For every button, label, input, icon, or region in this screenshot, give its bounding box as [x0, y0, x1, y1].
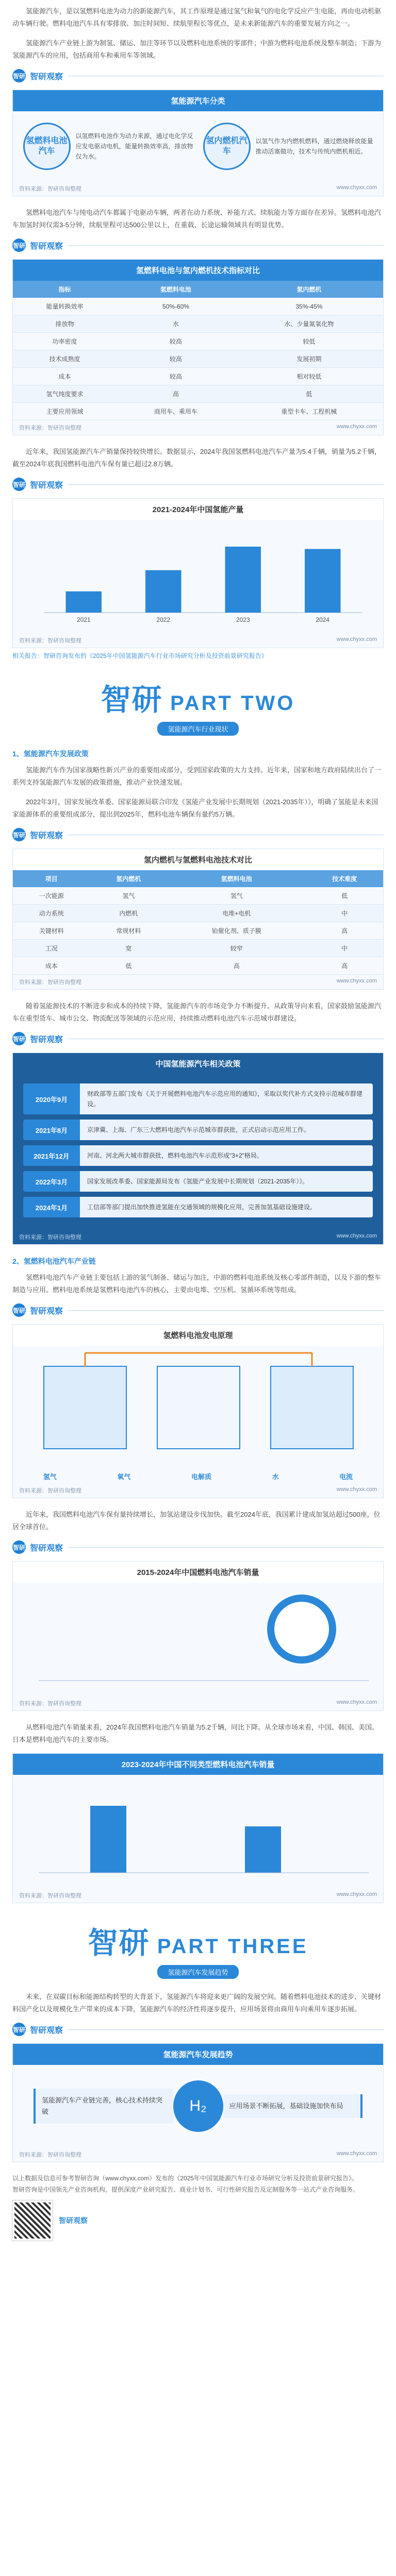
table-row: [13, 315, 383, 333]
table-header: 氢燃料电池: [167, 870, 306, 887]
table-row: [13, 905, 383, 922]
body-section: [12, 1991, 384, 2015]
paragraph: 氢能源汽车作为国家战略性新兴产业的重要组成部分，受到国家政策的大力支持。近年来，国家和地方政府陆续出台了一系列支持氢能源汽车发展的政策措施，推动产业快速发展。: [12, 766, 382, 786]
cathode-block: [271, 1366, 353, 1449]
bar-chart: [13, 520, 383, 633]
paragraph: 2022年3月，国家发展改革委、国家能源局联合印发《氢能产业发展中长期规划（2021-2035年）》，明确了氢能是未来国家能源体系的重要组成部分，提出到2025年，燃料电池车辆保有量约5万辆。: [12, 798, 378, 818]
section-heading: 1、氢能源汽车发展政策: [12, 750, 89, 758]
body-section: [12, 1000, 384, 1025]
timeline-text: 财政部等五部门发布《关于开展燃料电池汽车示范应用的通知》，采取以奖代补方式支持示范城市群建设。: [80, 1083, 373, 1114]
table-row: [13, 403, 383, 420]
section-banner: [12, 1919, 384, 1980]
brand-header: [12, 69, 384, 82]
paragraph: 近年来，我国燃料电池汽车保有量持续增长，加氢站建设步伐加快。截至2024年底，我国累计建成加氢站超过500座，位居全球首位。: [12, 1511, 381, 1531]
figure-classification: [12, 90, 384, 196]
body-section: [12, 446, 384, 470]
figure-footer: [13, 420, 383, 435]
timeline-item: [23, 1171, 373, 1192]
table-cell: 常规材料: [90, 922, 168, 940]
figure-source: 资料来源：智研咨询整理: [19, 1893, 81, 1899]
brand-name: 智研观察: [30, 481, 63, 490]
figure-title: 2015-2024年中国燃料电池汽车销量: [13, 1562, 383, 1583]
figure-trend: [12, 2043, 384, 2162]
table-cell: 商用车、乘用车: [117, 403, 235, 420]
figure-tech-table: [12, 849, 384, 990]
table-cell: 氢气: [90, 887, 168, 905]
anode-block: [44, 1366, 126, 1449]
table-cell: 氢气纯度要求: [13, 385, 117, 403]
figure-comparison-table: [12, 259, 384, 435]
body-section: [12, 1255, 384, 1296]
figure-site: www.chyxx.com: [336, 2150, 377, 2157]
table-cell: 成本: [13, 957, 90, 975]
figure-footer: [13, 1696, 383, 1710]
figure-title: 氢内燃机与氢燃料电池技术对比: [13, 849, 383, 870]
timeline-text: 国家发展改革委、国家能源局发布《氢能产业发展中长期规划（2021-2035年）》。: [80, 1171, 373, 1192]
bar: [245, 1826, 281, 1873]
chart-caption: 相关报告：智研咨询发布的《2025年中国氢能源汽车行业市场研究分析及投资前景研究报告》: [12, 652, 268, 659]
banner-subtitle: 氢能源汽车行业现状: [157, 722, 238, 736]
table-cell: 较高: [117, 333, 235, 350]
table-cell: 低: [90, 957, 168, 975]
diagram-label: 氢气: [43, 1473, 57, 1481]
table-cell: 高: [306, 957, 383, 975]
table-cell: 相对较低: [235, 368, 383, 385]
figure-policy-timeline: [12, 1053, 384, 1245]
bar: [65, 591, 102, 613]
table-cell: 动力系统: [13, 905, 90, 922]
table-row: [13, 350, 383, 368]
brand-logo: 智研: [12, 69, 26, 82]
table-cell: 发展初期: [235, 350, 383, 368]
trend-item: 氢能源汽车产业链完善，核心技术持续突破: [34, 2089, 173, 2124]
table-cell: 内燃机: [90, 905, 168, 922]
brand-logo: 智研: [12, 1303, 26, 1317]
brand-header: [12, 1303, 384, 1317]
banner-logo-text: 智研: [101, 682, 163, 717]
figure-title: 氢能源汽车发展趋势: [13, 2044, 383, 2065]
bar: [145, 570, 182, 613]
timeline-text: 工信部等部门提出加快推进氢能在交通领域的规模化应用，完善加氢基础设施建设。: [80, 1197, 373, 1217]
brand-header: [12, 828, 384, 841]
figure-footer: [13, 633, 383, 648]
footer-brand-label: 智研观察: [59, 2216, 88, 2225]
bar: [90, 1806, 126, 1873]
figure-title: 2023-2024年中国不同类型燃料电池汽车销量: [13, 1754, 383, 1775]
brand-header: [12, 1032, 384, 1045]
table-cell: 关键材料: [13, 922, 90, 940]
footer-brand: [12, 2200, 384, 2241]
footer-source: [12, 2173, 384, 2195]
sales-chart-placeholder: [13, 1583, 383, 1696]
category-circle: 氢内燃机汽车: [203, 123, 251, 170]
timeline-year: 2024年1月: [23, 1197, 80, 1217]
figure-site: www.chyxx.com: [336, 636, 377, 642]
table-row: [13, 298, 383, 315]
table-header: 指标: [13, 281, 117, 298]
table-cell: 功率密度: [13, 333, 117, 350]
table-row: [13, 957, 383, 975]
timeline-text: 京津冀、上海、广东三大燃料电池汽车示范城市群获批，正式启动示范应用工作。: [80, 1120, 373, 1140]
figure-footer: [13, 975, 383, 989]
divider: [68, 1310, 384, 1311]
paragraph: 氢燃料电池汽车与纯电动汽车都属于电驱动车辆，两者在动力系统、补能方式、续航能力等方面存在差异。氢燃料电池汽车加氢时间仅需3-5分钟，续航里程可达500公里以上，在重载、长途运输领域具有明显优势。: [12, 209, 382, 229]
table-cell: 工况: [13, 940, 90, 957]
table-cell: 50%-60%: [117, 298, 235, 315]
bar: [305, 549, 341, 613]
qr-code-icon[interactable]: [12, 2200, 53, 2241]
table-header: 氢内燃机: [235, 281, 383, 298]
body-section: [12, 748, 384, 821]
figure-site: www.chyxx.com: [336, 1699, 377, 1705]
brand-name: 智研观察: [30, 1544, 63, 1553]
paragraph: 未来，在双碳目标和能源结构转型的大背景下，氢能源汽车将迎来更广阔的发展空间。随着燃料电池技术的进步、关键材料国产化以及规模化生产带来的成本下降，氢能源汽车的经济性将逐步提升，应用场景将由商用车向乘用车逐步拓展。: [12, 1993, 382, 2013]
body-section: [12, 1721, 384, 1746]
figure-source: 资料来源：智研咨询整理: [19, 186, 81, 192]
table-cell: 电堆+电机: [167, 905, 306, 922]
timeline-year: 2020年9月: [23, 1083, 80, 1114]
x-tick-label: 2021: [76, 616, 91, 623]
table-cell: 铂催化剂、质子膜: [167, 922, 306, 940]
divider: [68, 484, 384, 485]
figure-source: 资料来源：智研咨询整理: [19, 1701, 81, 1707]
table-header: 技术难度: [306, 870, 383, 887]
table-header: 项目: [13, 870, 90, 887]
table-cell: 能量转换效率: [13, 298, 117, 315]
paragraph: 氢能源汽车产业链上游为制氢、储运、加注等环节以及燃料电池系统的零部件；中游为燃料电池系统及整车制造；下游为氢能源汽车的应用，包括商用车和乘用车等领域。: [12, 39, 382, 59]
figure-footer: [13, 2147, 383, 2162]
footer-line: 智研咨询是中国领先产业咨询机构，提供深度产业研究报告、商业计划书、可行性研究报告及定制服务等一站式产业咨询服务。: [12, 2186, 359, 2193]
divider: [68, 1547, 384, 1548]
trend-item: 应用场景不断拓展，基础设施加快布局: [223, 2094, 363, 2118]
table-cell: 较窄: [167, 940, 306, 957]
bar: [225, 547, 261, 613]
timeline-item: [23, 1083, 373, 1114]
table-cell: 较高: [117, 350, 235, 368]
table-row: [13, 385, 383, 403]
figure-bar-chart: [12, 498, 384, 648]
timeline-item: [23, 1145, 373, 1166]
divider: [68, 2029, 384, 2030]
paragraph: 近年来，我国氢能源汽车产销量保持较快增长。数据显示，2024年我国氢燃料电池汽车产量为5.4千辆，销量为5.2千辆，截至2024年底我国燃料电池汽车保有量已超过2.8万辆。: [12, 448, 382, 468]
figure-source: 资料来源：智研咨询整理: [19, 425, 81, 431]
figure-title: 中国氢能源汽车相关政策: [13, 1053, 383, 1074]
diagram-label: 电流: [339, 1473, 353, 1481]
paragraph: 氢能源汽车，是以氢燃料电池为动力的新能源汽车，其工作原理是通过氢气和氧气的电化学反应产生电能，再由电动机驱动车辆行驶。燃料电池汽车具有零排放、加注时间短、续航里程长等优点，是未来新能源汽车的重要发展方向之一。: [12, 7, 382, 27]
brand-header: [12, 1540, 384, 1554]
table-row: [13, 333, 383, 350]
banner-logo-text: 智研: [88, 1925, 150, 1960]
table-cell: 中: [306, 905, 383, 922]
body-section: [12, 1509, 384, 1533]
timeline-year: 2022年3月: [23, 1171, 80, 1192]
table-row: [13, 940, 383, 957]
table-cell: 高: [117, 385, 235, 403]
table-cell: 低: [235, 385, 383, 403]
table-cell: 35%-45%: [235, 298, 383, 315]
brand-logo: 智研: [12, 2023, 26, 2036]
table-cell: 中: [306, 940, 383, 957]
brand-logo: 智研: [12, 239, 26, 252]
table-cell: 宽: [90, 940, 168, 957]
figure-type-chart: [12, 1753, 384, 1903]
figure-source: 资料来源：智研咨询整理: [19, 1488, 81, 1494]
banner-subtitle: 氢能源汽车发展趋势: [157, 1965, 238, 1979]
brand-logo: 智研: [12, 828, 26, 841]
brand-header: [12, 239, 384, 252]
figure-site: www.chyxx.com: [336, 1891, 377, 1897]
table-cell: 水、少量氮氧化物: [235, 315, 383, 333]
table-cell: 高: [167, 957, 306, 975]
figure-footer: [13, 181, 383, 196]
figure-footer: [13, 1230, 383, 1244]
figure-site: www.chyxx.com: [336, 978, 377, 984]
category-circle: 氢燃料电池汽车: [23, 123, 71, 170]
x-tick-label: 2022: [156, 616, 171, 623]
figure-fuel-cell-diagram: [12, 1324, 384, 1498]
figure-site: www.chyxx.com: [336, 1233, 377, 1239]
timeline-text: 河南、河北两大城市群获批，燃料电池汽车示范形成"3+2"格局。: [80, 1145, 373, 1166]
figure-footer: [13, 1483, 383, 1498]
section-heading: 2、氢燃料电池汽车产业链: [12, 1257, 96, 1265]
figure-footer: [13, 1888, 383, 1903]
timeline-year: 2021年12月: [23, 1145, 80, 1166]
diagram-label: 水: [272, 1473, 279, 1481]
figure-site: www.chyxx.com: [336, 184, 377, 191]
comparison-table: [13, 281, 383, 420]
footer-line: 以上数据及信息可参考智研咨询（www.chyxx.com）发布的《2025年中国氢能源汽车行业市场研究分析及投资前景研究报告》。: [12, 2175, 358, 2182]
brand-name: 智研观察: [30, 1035, 63, 1044]
brand-logo: 智研: [12, 478, 26, 491]
table-cell: 高: [306, 922, 383, 940]
tech-table: [13, 870, 383, 975]
fuel-cell-diagram: [13, 1346, 383, 1469]
figure-sales-chart: [12, 1561, 384, 1711]
table-cell: 较高: [117, 368, 235, 385]
table-cell: 水: [117, 315, 235, 333]
brand-name: 智研观察: [30, 2026, 63, 2035]
timeline-item: [23, 1120, 373, 1140]
category-description: 以氢气作为内燃机燃料，通过燃烧释放能量推动活塞做功，技术与传统内燃机相近。: [255, 138, 373, 155]
donut-chart: [271, 1598, 333, 1660]
category-description: 以氢燃料电池作为动力来源，通过电化学反应发电驱动电机，能量转换效率高，排放物仅为水。: [75, 132, 193, 160]
table-cell: 技术成熟度: [13, 350, 117, 368]
brand-name: 智研观察: [30, 72, 63, 81]
figure-title: 氢能源汽车分类: [13, 90, 383, 111]
figure-source: 资料来源：智研咨询整理: [19, 1234, 81, 1241]
paragraph: 随着氢能源技术的不断进步和成本的持续下降，氢能源汽车的市场竞争力不断提升。从政策导向来看，国家鼓励氢能源汽车在重型货车、城市公交、物流配送等领域的示范应用，持续推动燃料电池汽车示范城市群建设。: [12, 1002, 382, 1022]
table-row: [13, 922, 383, 940]
figure-source: 资料来源：智研咨询整理: [19, 2152, 81, 2158]
table-cell: 排放物: [13, 315, 117, 333]
table-cell: 较低: [235, 333, 383, 350]
table-header: 氢燃料电池: [117, 281, 235, 298]
table-cell: 低: [306, 887, 383, 905]
electrolyte-block: [157, 1366, 240, 1449]
brand-header: [12, 2023, 384, 2036]
diagram-label: 氧气: [117, 1473, 131, 1481]
body-section: [12, 207, 384, 231]
brand-name: 智研观察: [30, 831, 63, 840]
table-row: [13, 887, 383, 905]
table-cell: 氢气: [167, 887, 306, 905]
intro-section: [12, 0, 384, 62]
diagram-label: 电解质: [191, 1473, 211, 1481]
table-header: 氢内燃机: [90, 870, 168, 887]
section-banner: [12, 675, 384, 737]
brand-name: 智研观察: [30, 242, 63, 251]
banner-part-label: PART THREE: [157, 1935, 308, 1958]
figure-title: 氢燃料电池与氢内燃机技术指标对比: [13, 260, 383, 281]
brand-logo: 智研: [12, 1540, 26, 1554]
figure-source: 资料来源：智研咨询整理: [19, 979, 81, 986]
figure-site: www.chyxx.com: [336, 423, 377, 430]
brand-name: 智研观察: [30, 1307, 63, 1316]
figure-title: 氢燃料电池发电原理: [13, 1325, 383, 1346]
figure-source: 资料来源：智研咨询整理: [19, 638, 81, 644]
type-chart-placeholder: [13, 1775, 383, 1888]
x-tick-label: 2024: [316, 616, 330, 623]
table-cell: 一次能源: [13, 887, 90, 905]
table-row: [13, 368, 383, 385]
x-tick-label: 2023: [236, 616, 250, 623]
banner-part-label: PART TWO: [170, 692, 295, 715]
table-cell: 重型卡车、工程机械: [235, 403, 383, 420]
timeline-year: 2021年8月: [23, 1120, 80, 1140]
hydrogen-icon: H₂: [173, 2080, 223, 2132]
paragraph: 氢燃料电池汽车产业链主要包括上游的氢气制备、储运与加注，中游的燃料电池系统及核心零部件制造，以及下游的整车制造与应用。燃料电池系统是氢燃料电池汽车的核心，主要由电堆、空压机、氢循环系统等组成。: [12, 1274, 382, 1294]
table-cell: 成本: [13, 368, 117, 385]
timeline-item: [23, 1197, 373, 1217]
divider: [68, 245, 384, 246]
table-cell: 主要应用领域: [13, 403, 117, 420]
brand-header: [12, 478, 384, 491]
figure-site: www.chyxx.com: [336, 1486, 377, 1493]
brand-logo: 智研: [12, 1032, 26, 1045]
paragraph: 从燃料电池汽车销量来看，2024年我国燃料电池汽车销量为5.2千辆，同比下降。从全球市场来看，中国、韩国、美国、日本是燃料电池汽车的主要市场。: [12, 1723, 378, 1743]
figure-title: 2021-2024年中国氢能产量: [13, 499, 383, 520]
